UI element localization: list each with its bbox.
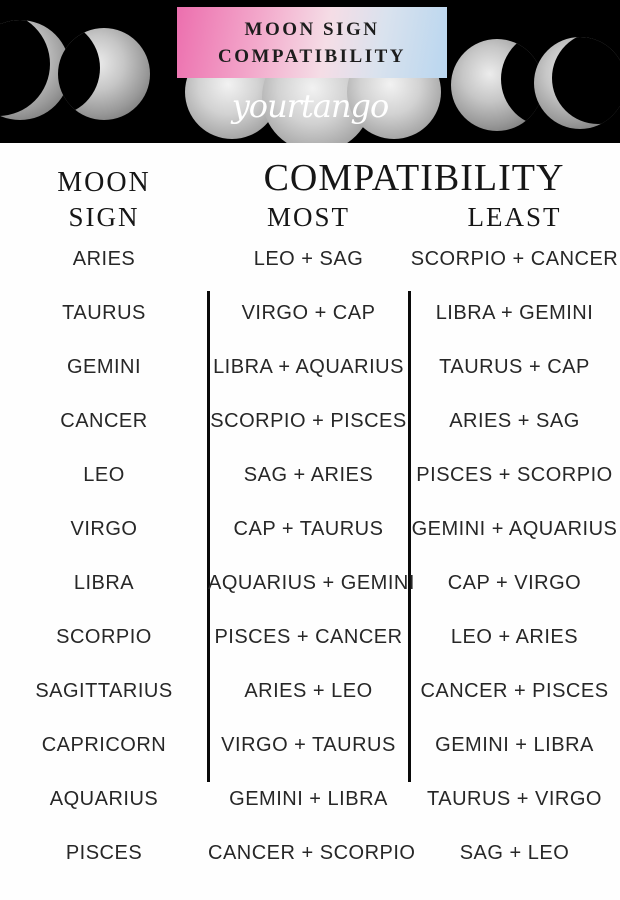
- table-row: [0, 286, 620, 340]
- table-row: [0, 340, 620, 394]
- banner-title-box: [177, 7, 447, 78]
- header-most: MOST: [266, 202, 350, 232]
- banner-title-line1: MOON SIGN: [244, 18, 380, 40]
- header-sign: SIGN: [68, 202, 140, 232]
- moon-sign-cell: LEO: [83, 463, 125, 486]
- least-compat-cell: GEMINI + AQUARIUS: [411, 517, 618, 540]
- table-row: [0, 826, 620, 880]
- banner-title-line2: COMPATIBILITY: [217, 45, 407, 67]
- least-compat-cell: SCORPIO + CANCER: [410, 247, 619, 270]
- most-compat-cell: CAP + TAURUS: [233, 517, 384, 540]
- least-compat-cell: SAG + LEO: [459, 841, 570, 864]
- most-compat-cell: LEO + SAG: [253, 247, 364, 270]
- most-compat-cell: VIRGO + CAP: [241, 301, 376, 324]
- most-compat-cell: VIRGO + TAURUS: [221, 733, 396, 756]
- most-compat-cell: SCORPIO + PISCES: [210, 409, 407, 432]
- moon-sign-cell: CAPRICORN: [41, 733, 167, 756]
- least-compat-cell: GEMINI + LIBRA: [435, 733, 594, 756]
- least-compat-cell: ARIES + SAG: [449, 409, 580, 432]
- least-compat-cell: TAURUS + VIRGO: [427, 787, 602, 810]
- moon-sign-cell: PISCES: [65, 841, 143, 864]
- table-row: [0, 502, 620, 556]
- header-moon: MOON: [57, 167, 151, 198]
- moon-sign-cell: SCORPIO: [56, 625, 152, 648]
- least-compat-cell: TAURUS + CAP: [439, 355, 590, 378]
- yourtango-logo: yourtango: [231, 87, 389, 125]
- most-compat-cell: LIBRA + AQUARIUS: [213, 355, 404, 378]
- least-compat-cell: CAP + VIRGO: [447, 571, 582, 594]
- moon-sign-cell: SAGITTARIUS: [35, 679, 173, 702]
- moon-sign-cell: CANCER: [60, 409, 148, 432]
- moon-sign-cell: GEMINI: [66, 355, 142, 378]
- moon-sign-cell: ARIES: [72, 247, 136, 270]
- least-compat-cell: CANCER + PISCES: [420, 679, 609, 702]
- table-row: [0, 232, 620, 286]
- moon-sign-cell: TAURUS: [62, 301, 146, 324]
- most-compat-cell: SAG + ARIES: [243, 463, 374, 486]
- most-compat-cell: GEMINI + LIBRA: [229, 787, 388, 810]
- moon-sign-cell: VIRGO: [70, 517, 138, 540]
- table-row: [0, 772, 620, 826]
- moon-sign-cell: LIBRA: [73, 571, 135, 594]
- most-compat-cell: AQUARIUS + GEMINI: [208, 571, 415, 594]
- most-compat-cell: PISCES + CANCER: [214, 625, 403, 648]
- banner: [0, 0, 620, 143]
- compatibility-table: [0, 232, 620, 880]
- table-row: [0, 394, 620, 448]
- table-row: [0, 448, 620, 502]
- header-compatibility: COMPATIBILITY: [263, 157, 565, 199]
- least-compat-cell: LEO + ARIES: [450, 625, 579, 648]
- least-compat-cell: LIBRA + GEMINI: [435, 301, 594, 324]
- table-row: [0, 664, 620, 718]
- most-compat-cell: CANCER + SCORPIO: [208, 841, 416, 864]
- most-compat-cell: ARIES + LEO: [244, 679, 373, 702]
- header-least: LEAST: [467, 202, 562, 232]
- table-row: [0, 556, 620, 610]
- table-header: [0, 153, 620, 231]
- moon-sign-cell: AQUARIUS: [49, 787, 159, 810]
- least-compat-cell: PISCES + SCORPIO: [416, 463, 613, 486]
- table-row: [0, 610, 620, 664]
- table-row: [0, 718, 620, 772]
